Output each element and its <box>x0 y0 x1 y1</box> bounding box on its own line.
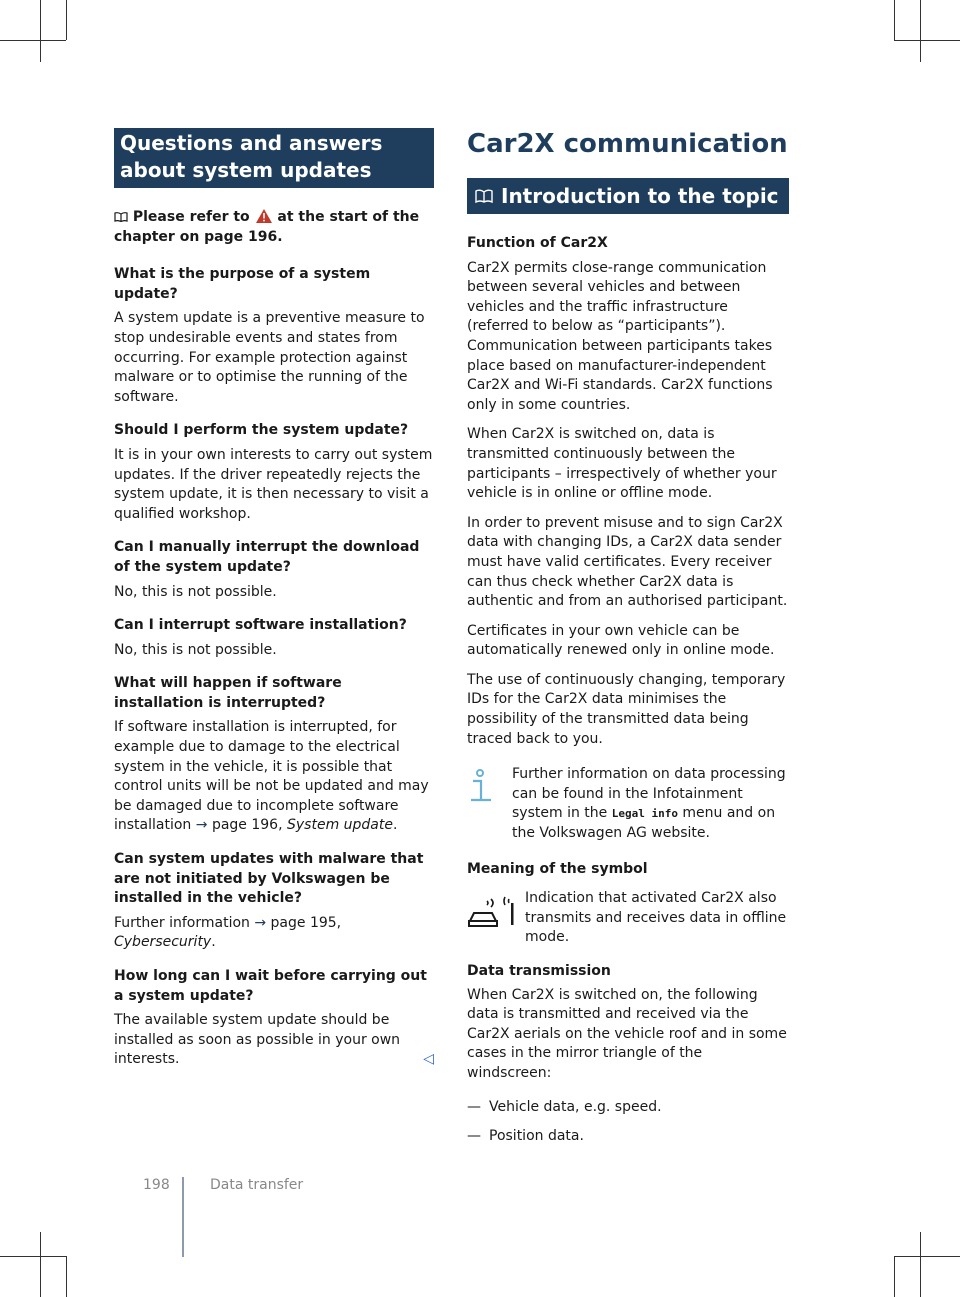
end-of-section-icon: ◁ <box>423 1051 434 1068</box>
paragraph: When Car2X is switched on, data is transmitted continuously between the participants – irrespectively of whether your vehicle is in online or offline mode. <box>467 426 777 502</box>
topic-heading <box>467 178 789 214</box>
info-note-text <box>467 765 789 843</box>
page-ref-title: Cybersecurity <box>114 934 212 951</box>
crop-mark <box>894 1256 960 1257</box>
paragraph: Car2X permits close-range communication between several vehicles and between vehicles and the traffic infrastructure (referred to below as “participants”). Communication between participants takes place based on manufacturer-independent Car2X and Wi-Fi standards. Car2X functions only in some countries. <box>467 259 773 413</box>
crop-mark <box>40 0 41 62</box>
crop-mark <box>894 1256 895 1297</box>
crop-mark <box>66 1256 67 1297</box>
crop-mark <box>40 1232 41 1297</box>
question: Can I interrupt software installation? <box>114 617 407 634</box>
answer-text: If software installation is interrupted, for example due to damage to the electrical system in the vehicle, it is possible that control units will be not be updated and may be damaged due to incomplete software installation <box>114 719 429 834</box>
crop-mark <box>920 0 921 62</box>
arrow-right-icon: → <box>254 914 267 931</box>
arrow-right-icon: → <box>195 817 208 834</box>
subsection-heading: Data transmission <box>467 963 611 979</box>
page-ref-link[interactable]: page 196, <box>211 817 283 834</box>
crop-mark <box>894 40 960 41</box>
left-column <box>114 128 434 1070</box>
warning-icon <box>255 208 273 224</box>
crop-mark <box>894 0 895 40</box>
info-icon <box>467 769 493 803</box>
symbol-row <box>467 889 789 948</box>
dash-bullet: — <box>467 1128 481 1145</box>
intro-note <box>114 208 434 247</box>
paragraph: Certificates in your own vehicle can be automatically renewed only in online mode. <box>467 622 775 659</box>
paragraph: When Car2X is switched on, the following data is transmitted and received via the Car2X aerials on the vehicle roof and in some cases in the mirror triangle of the windscreen: <box>467 986 787 1081</box>
paragraph: In order to prevent misuse and to sign Car2X data with changing IDs, a Car2X data sender must have valid certificates. Every receiver can thus check whether Car2X data is authentic and from an authorised participant. <box>467 514 788 610</box>
question: What is the purpose of a system update? <box>114 266 371 302</box>
answer <box>114 1011 434 1070</box>
footer-divider <box>182 1177 184 1257</box>
right-column <box>467 128 789 1147</box>
answer: No, this is not possible. <box>114 583 277 600</box>
page-number: 198 <box>143 1177 170 1193</box>
book-icon <box>475 189 493 203</box>
subsection-heading: Function of Car2X <box>467 235 608 251</box>
list-item <box>467 1127 789 1147</box>
question: What will happen if software installation is interrupted? <box>114 675 342 711</box>
crop-mark <box>0 1256 66 1257</box>
page-ref-title: System update <box>287 817 393 834</box>
question: How long can I wait before carrying out a system update? <box>114 968 427 1004</box>
crop-mark <box>66 0 67 40</box>
dash-bullet: — <box>467 1098 481 1115</box>
intro-text-after: at the start of the chapter on page 196. <box>114 209 420 245</box>
crop-mark <box>920 1232 921 1297</box>
answer: It is in your own interests to carry out system updates. If the driver repeatedly rejects the system update, it is then necessary to visit a qualified workshop. <box>114 446 433 522</box>
page-ref-link[interactable]: page 195, <box>270 914 342 931</box>
car2x-icon <box>467 895 515 931</box>
info-note <box>467 765 789 843</box>
crop-mark <box>0 40 66 41</box>
footer-section: Data transfer <box>210 1177 304 1193</box>
answer-text: The available system update should be installed as soon as possible in your own interests. <box>114 1012 401 1068</box>
note-text: Further information on data processing can be found in the Infotainment system in the <box>512 766 786 822</box>
question: Should I perform the system update? <box>114 422 409 439</box>
subsection-heading: Meaning of the symbol <box>467 860 648 877</box>
list-item-text: Vehicle data, e.g. speed. <box>489 1098 662 1115</box>
answer: Further information → page 195, Cybersecurity. <box>114 914 342 951</box>
answer-text: Further information <box>114 914 250 931</box>
answer: No, this is not possible. <box>114 641 277 658</box>
intro-text: Please refer to <box>132 209 250 225</box>
paragraph: The use of continuously changing, temporary IDs for the Car2X data minimises the possibility of the transmitted data being traced back to you. <box>467 671 786 747</box>
book-icon <box>114 212 128 222</box>
answer: A system update is a preventive measure to stop undesirable events and states from occurring. For example protection against malware or to optimise the running of the software. <box>114 310 425 405</box>
list-item <box>467 1098 789 1118</box>
chapter-title: Car2X communication <box>467 129 788 159</box>
symbol-text: Indication that activated Car2X also transmits and receives data in offline mode. <box>525 890 787 946</box>
topic-heading-text: Introduction to the topic <box>501 184 779 208</box>
list-item-text: Position data. <box>489 1128 584 1145</box>
answer: If software installation is interrupted, for example due to damage to the electrical system in the vehicle, it is possible that control units will be not be updated and may be damaged due to incomplete software installation → page 196, System update. <box>114 719 429 834</box>
note-text-after: menu and on the Volkswagen AG website. <box>512 805 776 842</box>
question: Can system updates with malware that are not initiated by Volkswagen be installed in the vehicle? <box>114 851 424 907</box>
legal-info-menu-label: Legal info <box>611 807 678 821</box>
question: Can I manually interrupt the download of the system update? <box>114 539 420 575</box>
section-heading: Questions and answers about system updates <box>114 128 434 188</box>
